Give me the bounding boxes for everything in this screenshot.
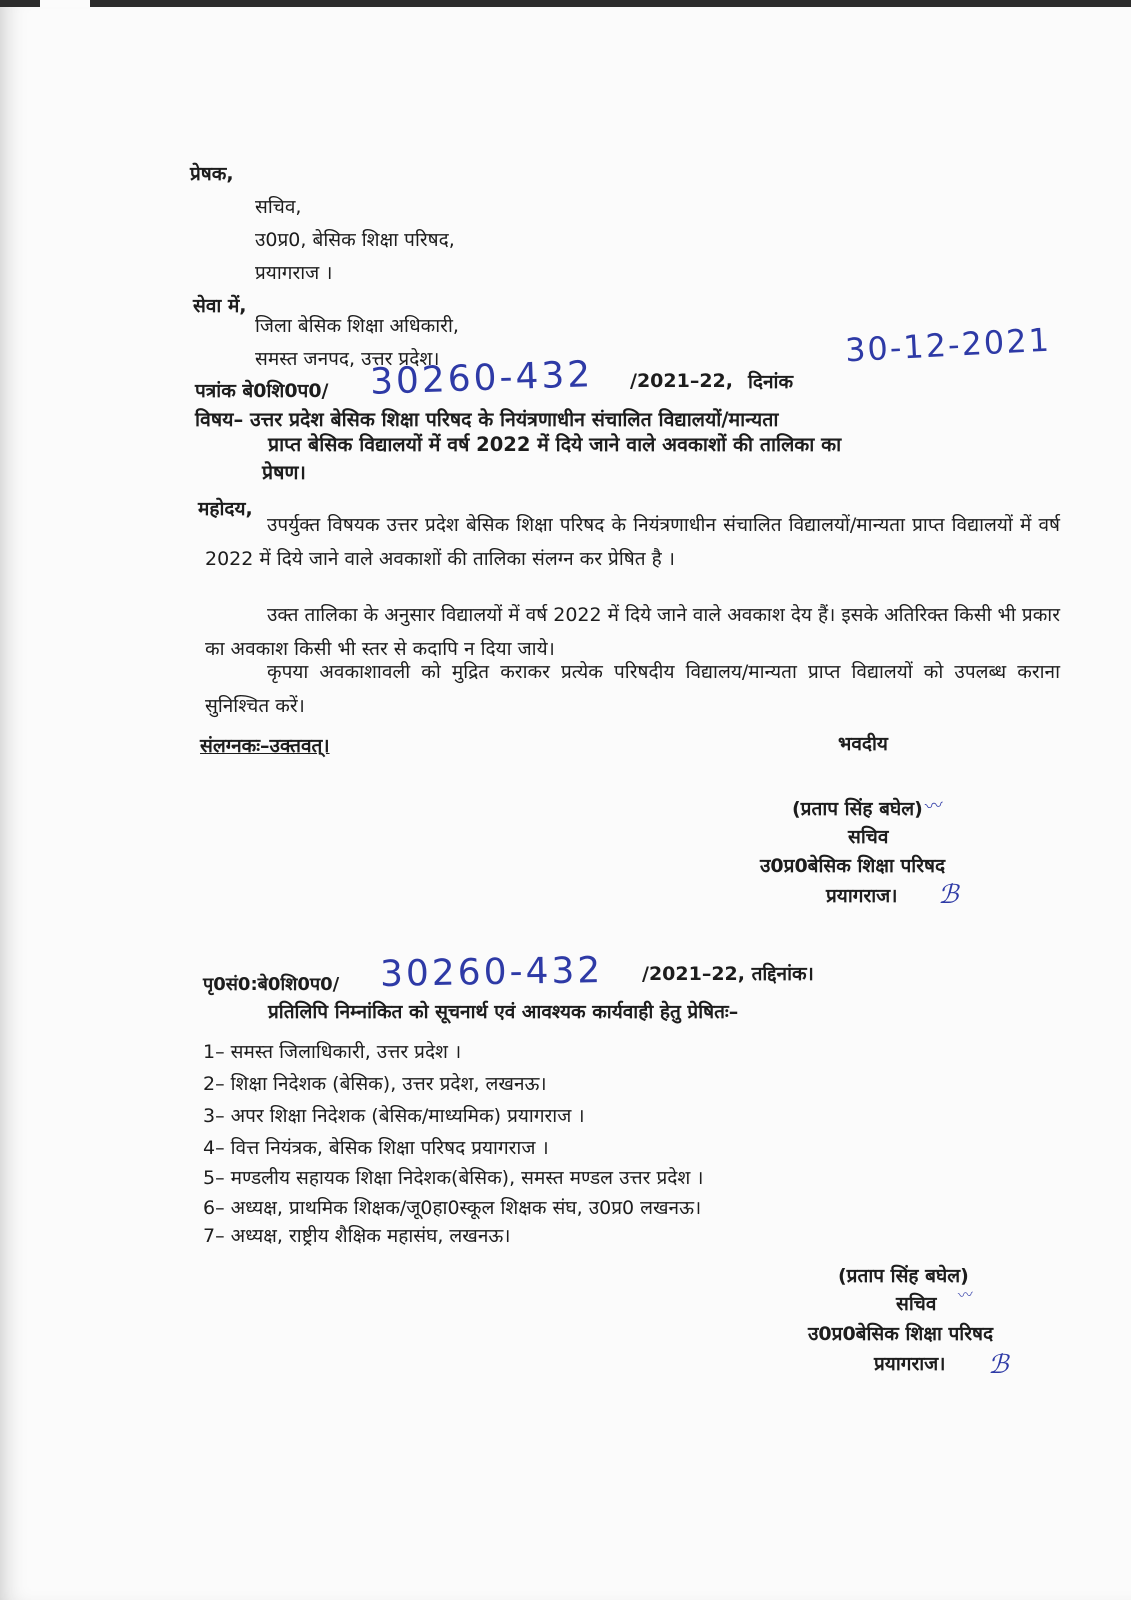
sender-line: उ0प्र0, बेसिक शिक्षा परिषद, [255, 229, 455, 251]
body-paragraph: उपर्युक्त विषयक उत्तर प्रदेश बेसिक शिक्षा परिषद के नियंत्रणाधीन संचालित विद्यालयों/मान्यता प्राप्त विद्यालयों में वर्ष 2022 में दिये जाने वाले अवकाशों की तालिका संलग्न कर प्रेषित है । [205, 514, 1060, 570]
copy-list-item: 7– अध्यक्ष, राष्ट्रीय शैक्षिक महासंघ, लखनऊ। [203, 1225, 511, 1247]
subject-line: प्राप्त बेसिक विद्यालयों में वर्ष 2022 में दिये जाने वाले अवकाशों की तालिका का [268, 433, 842, 456]
letter-ref-prefix: पत्रांक बे0शि0प0/ [195, 380, 329, 402]
recipient-line: जिला बेसिक शिक्षा अधिकारी, [255, 315, 459, 337]
handwritten-copy-number: 30260-432 [379, 950, 604, 995]
copy-intro: प्रतिलिपि निम्नांकित को सूचनार्थ एवं आवश्यक कार्यवाही हेतु प्रेषितः– [268, 1001, 739, 1023]
copy-list-item: 3– अपर शिक्षा निदेशक (बेसिक/माध्यमिक) प्रयागराज । [203, 1105, 585, 1127]
sender-line: प्रयागराज । [255, 262, 333, 284]
handwritten-letter-number: 30260-432 [369, 354, 594, 403]
subject-label: विषय– [195, 408, 244, 431]
copy-list-item: 2– शिक्षा निदेशक (बेसिक), उत्तर प्रदेश, लखनऊ। [203, 1073, 547, 1095]
salutation: महोदय, [198, 498, 253, 520]
initials-mark: ℬ [988, 1350, 1009, 1380]
enclosure-note: संलग्नकः–उक्तवत्। [200, 735, 330, 757]
signature-scribble: 〰 [957, 1285, 974, 1305]
copy-list-item: 1– समस्त जिलाधिकारी, उत्तर प्रदेश । [203, 1041, 462, 1063]
signatory-place: प्रयागराज। [874, 1353, 946, 1375]
sender-label: प्रेषक, [190, 163, 234, 185]
signature-scribble: 〰 [923, 794, 945, 819]
subject-text: उत्तर प्रदेश बेसिक शिक्षा परिषद के नियंत्रणाधीन संचालित विद्यालयों/मान्यता [250, 408, 779, 431]
subject-line [195, 405, 778, 432]
signatory-place: प्रयागराज। [826, 885, 898, 907]
copy-list-item: 4– वित्त नियंत्रक, बेसिक शिक्षा परिषद प्रयागराज । [203, 1137, 549, 1159]
signatory-org: उ0प्र0बेसिक शिक्षा परिषद [808, 1323, 994, 1345]
recipient-line: समस्त जनपद, उत्तर प्रदेश। [255, 348, 440, 370]
copy-list-item: 6– अध्यक्ष, प्राथमिक शिक्षक/जू0हा0स्कूल शिक्षक संघ, उ0प्र0 लखनऊ। [203, 1197, 702, 1219]
date-label: दिनांक [748, 371, 794, 393]
copy-ref-suffix: /2021–22, तद्दिनांक। [642, 963, 814, 985]
recipient-label: सेवा में, [193, 295, 247, 317]
scan-top-edge [0, 0, 1131, 7]
copy-ref-prefix: पृ0सं0:बे0शि0प0/ [203, 974, 340, 995]
letter-ref-session: /2021–22, [630, 370, 733, 392]
subject-line: प्रेषण। [262, 461, 306, 484]
sender-line: सचिव, [255, 196, 302, 218]
handwritten-date: 30-12-2021 [844, 320, 1052, 370]
body-paragraph: उक्त तालिका के अनुसार विद्यालयों में वर्ष 2022 में दिये जाने वाले अवकाश देय हैं। इसके अतिरिक्त किसी भी प्रकार का अवकाश किसी भी स्तर से कदापि न दिया जाये। [205, 604, 1060, 660]
signatory-designation: सचिव [896, 1293, 937, 1315]
body-paragraph: कृपया अवकाशावली को मुद्रित कराकर प्रत्येक परिषदीय विद्यालय/मान्यता प्राप्त विद्यालयों को उपलब्ध कराना सुनिश्चित करें। [205, 661, 1060, 717]
signatory-designation: सचिव [848, 826, 889, 848]
initials-mark: ℬ [938, 880, 959, 910]
closing-text: भवदीय [838, 733, 888, 755]
copy-list-item: 5– मण्डलीय सहायक शिक्षा निदेशक(बेसिक), समस्त मण्डल उत्तर प्रदेश । [203, 1167, 704, 1189]
signatory-name: (प्रताप सिंह बघेल) [792, 798, 923, 820]
signatory-name: (प्रताप सिंह बघेल) [838, 1265, 969, 1287]
signatory-org: उ0प्र0बेसिक शिक्षा परिषद [760, 855, 946, 877]
